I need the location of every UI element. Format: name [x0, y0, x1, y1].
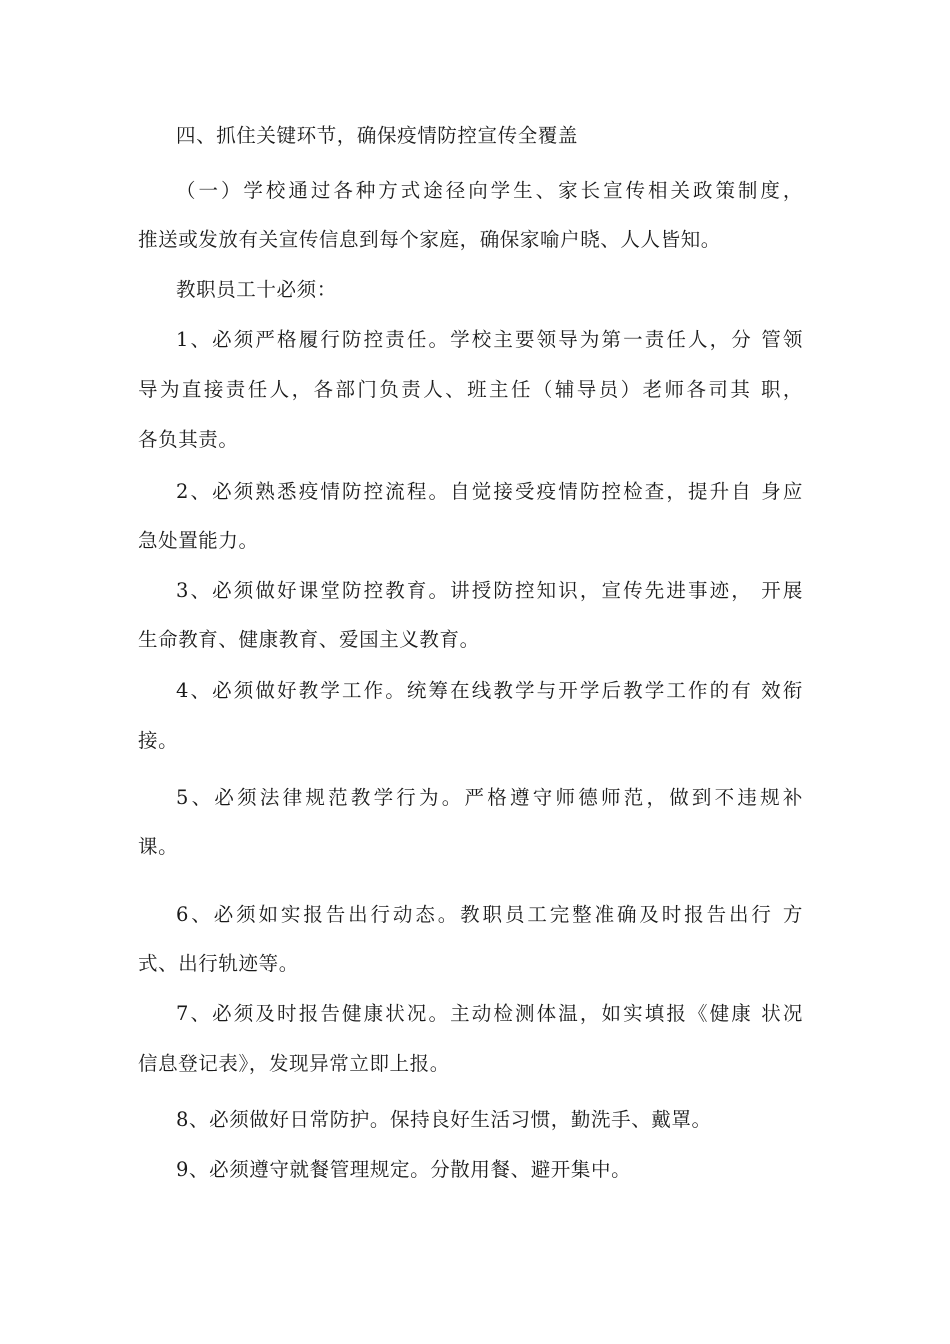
item-5-line-1: 5、必须法律规范教学行为。严格遵守师德师范，做到不违规补: [176, 786, 803, 809]
item-2-line-1: 2、必须熟悉疫情防控流程。自觉接受疫情防控检查，提升自 身应: [176, 480, 803, 503]
item-6-line-1: 6、必须如实报告出行动态。教职员工完整准确及时报告出行 方: [176, 903, 803, 926]
item-7-line-1: 7、必须及时报告健康状况。主动检测体温，如实填报《健康 状况: [176, 1002, 803, 1025]
item-1-line-3: 各负其责。: [138, 428, 239, 451]
item-4-line-2: 接。: [138, 729, 179, 752]
item-1-line-1: 1、必须严格履行防控责任。学校主要领导为第一责任人，分 管领: [176, 328, 803, 351]
item-3-line-1: 3、必须做好课堂防控教育。讲授防控知识，宣传先进事迹， 开展: [176, 579, 803, 602]
item-7-line-2: 信息登记表》，发现异常立即上报。: [138, 1052, 450, 1075]
subheading: 教职员工十必须：: [176, 278, 337, 301]
item-1-line-2: 导为直接责任人，各部门负责人、班主任（辅导员）老师各司其 职，: [138, 378, 803, 401]
paragraph-1-line-2: 推送或发放有关宣传信息到每个家庭，确保家喻户晓、人人皆知。: [138, 228, 721, 251]
paragraph-1-line-1: （一）学校通过各种方式途径向学生、家长宣传相关政策制度，: [176, 179, 803, 202]
item-2-line-2: 急处置能力。: [138, 529, 259, 552]
section-heading: 四、抓住关键环节，确保疫情防控宣传全覆盖: [176, 124, 579, 147]
item-8-line-1: 8、必须做好日常防护。保持良好生活习惯，勤洗手、戴罩。: [176, 1108, 712, 1131]
item-5-line-2: 课。: [138, 835, 179, 858]
item-6-line-2: 式、出行轨迹等。: [138, 952, 299, 975]
item-9-line-1: 9、必须遵守就餐管理规定。分散用餐、避开集中。: [176, 1158, 632, 1181]
item-3-line-2: 生命教育、健康教育、爱国主义教育。: [138, 628, 480, 651]
item-4-line-1: 4、必须做好教学工作。统筹在线教学与开学后教学工作的有 效衔: [176, 679, 803, 702]
